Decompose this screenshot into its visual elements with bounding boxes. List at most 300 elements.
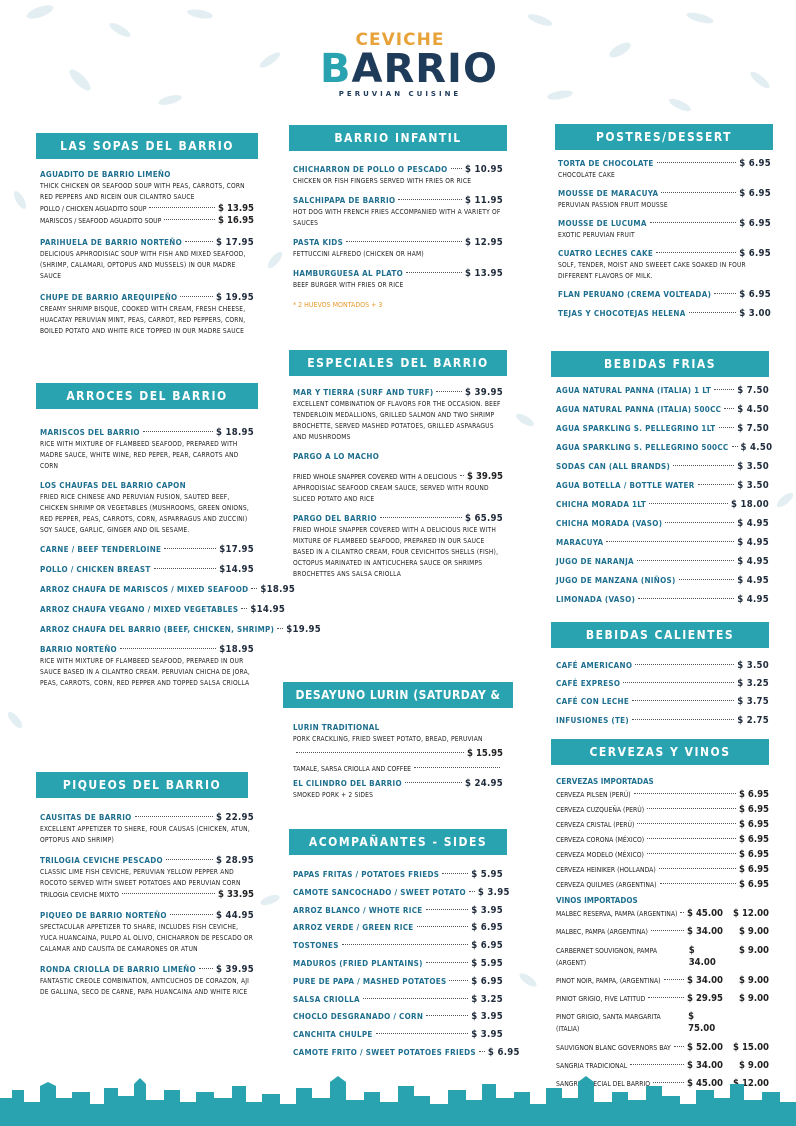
item-description: CHICKEN OR FISH FINGERS SERVED WITH FRIES OR RICE <box>293 177 472 185</box>
menu-item-row <box>556 575 769 587</box>
wine-glass-price: $ 9.00 <box>738 974 769 986</box>
menu-item <box>558 308 771 320</box>
menu-item-row <box>556 864 769 876</box>
item-name: PARGO DEL BARRIO <box>293 514 377 523</box>
item-description: EXCELLENT COMBINATION OF FLAVORS FOR THE OCCASION. BEEF TENDERLOIN MEDALLIONS, GRILLED SALMON AND TWO SHRIMP BROCHETTE, SERVED MASHED POTATOES, GRILLED ASPARAGUS AND MUSHROOMS <box>293 400 501 441</box>
menu-item-row <box>40 889 254 901</box>
dot-leader <box>479 1051 485 1052</box>
dot-leader <box>632 719 734 720</box>
menu-item-row <box>293 1029 503 1041</box>
menu-item <box>40 910 254 955</box>
dot-leader <box>199 968 213 969</box>
item-name: PARIHUELA DE BARRIO NORTEÑO <box>40 238 183 247</box>
menu-item-row <box>40 427 254 439</box>
item-price: $ 6.95 <box>487 1046 520 1058</box>
menu-item-row <box>293 958 503 970</box>
item-name: MARISCOS / SEAFOOD AGUADITO SOUP <box>40 217 162 225</box>
dot-leader <box>698 484 735 485</box>
item-name: ARROZ VERDE / GREEN RICE <box>293 923 414 933</box>
right-column-postres <box>555 124 773 327</box>
item-description: APHRODISIAC SEAFOOD CREAM SAUCE, SERVED WITH ROUND SLICED POTATO AND RICE <box>293 484 489 503</box>
item-price: $ 13.95 <box>464 268 503 279</box>
dot-leader <box>346 241 462 242</box>
item-price: $ 3.95 <box>471 904 503 916</box>
item-description: EXOTIC PERUVIAN FRUIT <box>558 231 635 239</box>
menu-item <box>293 778 503 801</box>
wine-name: PINIOT GRIGIO, FIVE LATITUD <box>556 995 646 1004</box>
menu-item <box>293 237 503 260</box>
section-header-sopas: LAS SOPAS DEL BARRIO <box>36 133 258 159</box>
item-name: LOS CHAUFAS DEL BARRIO CAPON <box>40 481 186 490</box>
item-description: SOLF, TENDER, MOIST AND SWEEET CAKE SOAKED IN FOUR DIFFERENT FLAVORS OF MILK. <box>558 261 746 280</box>
menu-item-row <box>40 584 296 596</box>
item-name: CERVEZA CRISTAL (PERÚ) <box>556 821 635 829</box>
item-name: CANCHITA CHULPE <box>293 1030 373 1040</box>
menu-item <box>40 480 254 536</box>
middle-column-infantil <box>289 125 507 311</box>
right-column-frias <box>551 351 773 613</box>
item-name: CERVEZA HEINIKER (HOLLANDA) <box>556 866 656 874</box>
menu-item-row <box>556 537 769 549</box>
item-name: INFUSIONES (TE) <box>556 715 629 725</box>
menu-item <box>293 268 503 291</box>
left-column-arroces <box>36 383 321 697</box>
wine-bottle-price: $ 34.00 <box>688 944 716 968</box>
dot-leader <box>719 427 735 428</box>
dot-leader <box>460 475 464 476</box>
item-price: $ 15.95 <box>467 748 503 759</box>
menu-item <box>40 584 296 596</box>
menu-item <box>40 292 254 337</box>
menu-item-row <box>40 169 254 181</box>
item-price: $ 3.50 <box>737 461 769 472</box>
dot-leader <box>451 168 462 169</box>
section-header-postres: POSTRES/DESSERT <box>555 124 773 150</box>
dot-leader <box>657 162 737 163</box>
menu-item-row <box>558 289 771 301</box>
item-name: RONDA CRIOLLA DE BARRIO LIMEÑO <box>40 965 196 974</box>
menu-item-row <box>40 292 254 304</box>
section-header-sides: ACOMPAÑANTES - SIDES <box>289 829 507 855</box>
item-name: CHOCLO DESGRANADO / CORN <box>293 1012 424 1022</box>
menu-item-row <box>556 518 769 530</box>
item-name: AGUA NATURAL PANNA (ITALIA) 1 LT <box>556 386 712 395</box>
section-header-frias: BEBIDAS FRIAS <box>551 351 769 377</box>
dot-leader <box>637 560 734 561</box>
menu-item-row <box>40 237 254 249</box>
item-price: $ 39.95 <box>467 471 503 482</box>
beers-subheader: CERVEZAS IMPORTADAS <box>556 777 654 786</box>
wine-name: SANGRIA SPECIAL DEL BARRIO <box>556 1080 651 1089</box>
dot-leader <box>606 541 734 542</box>
item-description: THICK CHICKEN OR SEAFOOD SOUP WITH PEAS, CARROTS, CORN RED PEPPERS AND RICEIN OUR CILANTRO SAUCE <box>40 182 245 201</box>
menu-item-row <box>556 715 769 727</box>
item-name: TORTA DE CHOCOLATE <box>558 159 654 168</box>
item-price: $ 6.95 <box>471 922 503 934</box>
menu-item-row <box>40 564 254 576</box>
dot-leader <box>135 816 213 817</box>
right-column-calientes <box>551 622 769 733</box>
wine-glass-price: $ 12.00 <box>733 1078 769 1090</box>
dot-leader <box>673 465 734 466</box>
item-name: JUGO DE MANZANA (NIÑOS) <box>556 576 676 585</box>
menu-item-row <box>558 308 771 320</box>
item-name: CERVEZA PILSEN (PERÚ) <box>556 791 631 799</box>
item-name: TAMALE, SARSA CRIOLLA AND COFFEE <box>293 765 412 773</box>
dot-leader <box>380 517 462 518</box>
wine-glass-price: $ 9.00 <box>738 944 769 956</box>
menu-item-row <box>556 404 769 416</box>
menu-item-row <box>293 1011 503 1023</box>
section-header-arroces: ARROCES DEL BARRIO <box>36 383 258 409</box>
menu-item-row <box>40 855 254 867</box>
wine-bottle-price: $ 45.00 <box>687 1078 723 1090</box>
item-description: CLASSIC LIME FISH CEVICHE, PERUVIAN YELLOW PEPPER AND ROCOTO SERVED WITH SWEET POTATOES AND PERUVIAN CORN <box>40 868 241 887</box>
dot-leader <box>241 608 247 609</box>
menu-item <box>293 471 503 505</box>
item-name: CAFÉ AMERICANO <box>556 661 633 670</box>
menu-item <box>40 169 254 227</box>
item-price: $ 6.95 <box>738 879 769 890</box>
item-price: $ 4.50 <box>737 404 769 415</box>
item-price: $ 6.95 <box>738 789 769 800</box>
dot-leader <box>637 823 736 824</box>
item-name: CAMOTE SANCOCHADO / SWEET POTATO <box>293 887 466 897</box>
menu-item-row <box>556 442 773 454</box>
dot-leader <box>659 868 736 869</box>
menu-item-row <box>556 834 769 846</box>
menu-item-row <box>40 215 254 227</box>
item-price: $ 7.50 <box>737 423 769 434</box>
dot-leader <box>647 808 736 809</box>
left-column <box>36 133 258 347</box>
item-name: TEJAS Y CHOCOTEJAS HELENA <box>558 309 686 318</box>
item-price: $ 17.95 <box>215 237 254 248</box>
wine-bottle-price: $ 34.00 <box>687 974 723 986</box>
section-header-piqueos: PIQUEOS DEL BARRIO <box>36 772 248 798</box>
item-name: PAPAS FRITAS / POTATOES FRIEDS <box>293 870 440 879</box>
item-name: MOUSSE DE LUCUMA <box>558 219 647 228</box>
menu-item-row <box>556 556 769 568</box>
city-skyline-footer <box>0 1068 796 1126</box>
item-name: PURE DE PAPA / MASHED POTATOES <box>293 976 447 986</box>
item-description: CHOCOLATE CAKE <box>558 171 615 179</box>
menu-item <box>40 964 254 998</box>
item-price: $ 6.95 <box>739 158 771 169</box>
wine-bottle-price: $ 34.00 <box>687 926 723 938</box>
item-price: $ 16.95 <box>218 215 254 226</box>
dot-leader <box>679 579 735 580</box>
menu-item-row <box>40 812 254 824</box>
beer-list <box>556 789 769 891</box>
section-header-especiales: ESPECIALES DEL BARRIO <box>289 350 507 376</box>
item-price: $ 10.95 <box>464 164 503 175</box>
item-name: CHICHARRON DE POLLO O PESCADO <box>293 165 448 174</box>
menu-item <box>558 248 771 282</box>
item-description: PERUVIAN PASSION FRUIT MOUSSE <box>558 201 668 209</box>
item-price: $17.95 <box>219 544 254 555</box>
dot-leader <box>426 1015 468 1016</box>
item-name: PARGO A LO MACHO <box>293 452 380 461</box>
item-name: AGUA BOTELLA / BOTTLE WATER <box>556 481 695 490</box>
section-header-calientes: BEBIDAS CALIENTES <box>551 622 769 648</box>
wine-row <box>556 908 769 920</box>
menu-item-row <box>293 940 503 952</box>
menu-item-row <box>556 696 769 708</box>
menu-item-row <box>293 237 503 249</box>
menu-item-row <box>293 471 503 483</box>
item-name: MARISCOS DEL BARRIO <box>40 428 140 437</box>
item-name: CAUSITAS DE BARRIO <box>40 813 132 822</box>
item-price: $ 22.95 <box>215 812 254 823</box>
menu-item <box>40 427 254 472</box>
dot-leader <box>647 853 736 854</box>
menu-item-row <box>293 869 503 881</box>
item-price: $14.95 <box>219 564 254 575</box>
wine-name: PINOT NOIR, PAMPA, (ARGENTINA) <box>556 976 661 985</box>
menu-item <box>293 387 503 443</box>
wine-row <box>556 945 769 969</box>
item-price: $ 3.25 <box>471 993 503 1005</box>
menu-item-row <box>293 451 503 463</box>
item-price: $ 6.95 <box>738 804 769 815</box>
wine-row <box>556 993 769 1005</box>
item-name: ARROZ CHAUFA DE MARISCOS / MIXED SEAFOOD <box>40 585 249 594</box>
middle-column-desayuno <box>283 682 513 804</box>
dot-leader <box>632 700 734 701</box>
dot-leader <box>623 682 734 683</box>
item-name: CERVEZA QUILMES (ARGENTINA) <box>556 881 657 889</box>
dot-leader <box>651 930 684 931</box>
item-price: $18.95 <box>260 584 296 595</box>
item-description: FRIED RICE CHINESE AND PERUVIAN FUSION, SAUTED BEEF, CHICKEN SHRIMP OR VEGETABLES (MUSHROOMS, GREEN ONIONS, RED PEPPER, PEAS, CARROTS, CORN, ASPARRAGUS AND ZUCCINI) SOY SAUCE, GARLIC, GINGER AND OIL SESAME. <box>40 493 249 534</box>
menu-item-row <box>556 461 769 473</box>
item-name: FLAN PERUANO (CREMA VOLTEADA) <box>558 290 712 299</box>
item-price: $ 3.50 <box>737 660 769 671</box>
dot-leader <box>661 192 736 193</box>
wine-glass-price: $ 9.00 <box>738 1060 769 1072</box>
wine-bottle-price: $ 34.00 <box>687 1060 723 1072</box>
menu-item-row <box>556 499 769 511</box>
dot-leader <box>122 893 215 894</box>
menu-item-row <box>293 922 503 934</box>
wine-bottle-price: $ 45.00 <box>687 908 723 919</box>
section-header-desayuno: DESAYUNO LURIN (SATURDAY & SUNDAY) <box>283 682 513 708</box>
item-name: LIMONADA (VASO) <box>556 595 636 604</box>
left-column-piqueos <box>36 772 254 1007</box>
dot-leader <box>656 252 736 253</box>
item-name: CERVEZA CUZQUEÑA (PERÚ) <box>556 806 645 814</box>
item-price: $ 6.95 <box>738 834 769 845</box>
item-price: $19.95 <box>286 624 321 635</box>
item-description: SMOKED PORK + 2 SIDES <box>293 791 374 799</box>
item-price: $ 39.95 <box>464 387 503 398</box>
item-description: CREAMY SHRIMP BISQUE, COOKED WITH CREAM, FRESH CHEESE, HUACATAY PERUVIAN MINT, PEAS, CARROT, RED PEPPERS, CORN, BOILED POTATO AND WHITE RICE TOPPED IN OUR MADRE SAUCE <box>40 305 246 335</box>
item-price: $ 19.95 <box>215 292 254 303</box>
middle-column-sides <box>289 829 520 1065</box>
item-name: CUATRO LECHES CAKE <box>558 249 654 258</box>
menu-item <box>40 237 254 282</box>
dot-leader <box>649 503 728 504</box>
wine-glass-price: $ 9.00 <box>738 993 769 1005</box>
item-name: EL CILINDRO DEL BARRIO <box>293 779 402 788</box>
dot-leader <box>436 391 462 392</box>
item-name: CHICHA MORADA (VASO) <box>556 519 663 528</box>
dot-leader <box>449 980 468 981</box>
menu-item-row <box>556 819 769 831</box>
dot-leader <box>414 767 500 768</box>
dot-leader <box>251 588 257 589</box>
piqueos-list <box>36 798 258 998</box>
dot-leader <box>342 944 468 945</box>
dot-leader <box>635 664 734 665</box>
menu-item-row <box>556 660 769 672</box>
item-name: JUGO DE NARANJA <box>556 557 634 566</box>
menu-item-row <box>293 748 503 760</box>
logo-tagline: PERUVIAN CUISINE <box>338 90 462 98</box>
menu-item-row <box>40 203 254 215</box>
dot-leader <box>714 389 734 390</box>
wine-glass-price: $ 12.00 <box>733 908 769 919</box>
wine-bottle-price: $ 75.00 <box>688 1011 716 1035</box>
item-price: $ 44.95 <box>215 910 254 921</box>
item-name: CHICHA MORADA 1LT <box>556 500 647 509</box>
dot-leader <box>660 883 736 884</box>
menu-item-row <box>40 964 254 976</box>
item-price: $ 6.95 <box>739 188 771 199</box>
wine-glass-price: $ 9.00 <box>738 926 769 938</box>
item-price: $ 6.95 <box>471 940 503 952</box>
item-price: $ 6.95 <box>738 819 769 830</box>
dot-leader <box>417 926 469 927</box>
item-name: POLLO / CHICKEN BREAST <box>40 565 151 574</box>
item-price: $ 12.95 <box>464 237 503 248</box>
menu-item <box>293 748 503 760</box>
item-description: EXCELLENT APPETIZER TO SHERE, FOUR CAUSAS (CHICKEN, ATUN, OPTOPUS AND SHRIMP) <box>40 825 250 844</box>
dot-leader <box>164 219 215 220</box>
item-description: FETTUCCINI ALFREDO (CHICKEN OR HAM) <box>293 250 424 258</box>
dot-leader <box>732 446 738 447</box>
menu-item <box>293 451 503 463</box>
item-price: $ 6.95 <box>738 849 769 860</box>
item-description: FANTASTIC CREOLE COMBINATION, ANTICUCHOS DE CORAZON, AJI DE GALLINA, SECO DE CARNE, PAPA HUANCAINA AND WHITE RICE <box>40 977 250 996</box>
arroces-list <box>36 409 321 689</box>
item-name: HAMBURGUESA AL PLATO <box>293 269 404 278</box>
menu-item <box>40 855 254 901</box>
dot-leader <box>120 648 216 649</box>
wine-name: PINOT GRIGIO, SANTA MARGARITA (ITALIA) <box>556 1013 661 1034</box>
menu-item-row <box>293 994 503 1006</box>
item-price: $ 3.95 <box>471 1011 503 1023</box>
wine-name: MALBEC RESERVA, PAMPA (ARGENTINA) <box>556 910 678 918</box>
menu-item <box>558 218 771 241</box>
item-name: TRILOGIA CEVICHE MIXTO <box>40 891 119 899</box>
item-name: CHUPE DE BARRIO AREQUIPEÑO <box>40 293 178 302</box>
menu-item <box>558 158 771 181</box>
item-name: AGUA SPARKLING S. PELLEGRINO 1LT <box>556 424 716 433</box>
item-name: POLLO / CHICKEN AGUADITO SOUP <box>40 205 147 213</box>
item-price: $ 28.95 <box>215 855 254 866</box>
dot-leader <box>665 522 734 523</box>
item-price: $ 4.95 <box>737 575 769 586</box>
menu-item-row <box>40 910 254 922</box>
menu-item-row <box>40 624 321 636</box>
item-name: PIQUEO DE BARRIO NORTEÑO <box>40 911 167 920</box>
item-name: SALSA CRIOLLA <box>293 994 360 1004</box>
item-price: $ 4.50 <box>740 442 773 453</box>
item-description: HOT DOG WITH FRENCH FRIES ACCOMPANIED WITH A VARIETY OF SAUCES <box>293 208 501 227</box>
dot-leader <box>426 962 468 963</box>
wine-name: CARBERNET SOUVIGNON, PAMPA (ARGENT) <box>556 946 658 967</box>
item-price: $ 4.95 <box>737 556 769 567</box>
item-price: $ 33.95 <box>218 889 254 900</box>
item-price: $ 65.95 <box>464 513 503 524</box>
item-price: $ 3.75 <box>737 696 769 708</box>
menu-item-row <box>556 480 769 492</box>
item-price: $ 3.00 <box>739 308 771 319</box>
dot-leader <box>634 793 736 794</box>
menu-item-row <box>293 195 503 207</box>
item-price: $ 3.25 <box>737 678 769 690</box>
item-price: $ 6.95 <box>739 289 771 300</box>
menu-item-row <box>556 385 769 397</box>
dot-leader <box>714 293 736 294</box>
item-description: BEEF BURGER WITH FRIES OR RICE <box>293 281 404 289</box>
dot-leader <box>363 998 468 999</box>
item-price: $ 4.95 <box>737 537 769 548</box>
dot-leader <box>664 979 684 980</box>
menu-item-row <box>558 248 771 260</box>
item-name: MADUROS (FRIED PLANTAINS) <box>293 958 423 968</box>
menu-item-row <box>40 644 254 656</box>
dot-leader <box>166 859 213 860</box>
item-name: CERVEZA MODELO (MÉXICO) <box>556 851 644 859</box>
item-name: TOSTONES <box>293 941 339 951</box>
cervezas-block <box>551 765 769 1090</box>
especiales-list <box>289 376 507 580</box>
item-name: ARROZ CHAUFA DEL BARRIO (BEEF, CHICKEN, SHRIMP) <box>40 625 275 634</box>
item-price: $18.95 <box>219 644 254 655</box>
item-price: $ 6.95 <box>739 218 771 229</box>
menu-item <box>558 188 771 211</box>
item-name: MAR Y TIERRA (SURF AND TURF) <box>293 388 434 397</box>
menu-item <box>40 812 254 846</box>
menu-item-row <box>293 164 503 176</box>
wine-row <box>556 926 769 938</box>
section-header-cervezas: CERVEZAS Y VINOS <box>551 739 769 765</box>
item-price: $ 2.75 <box>737 714 769 726</box>
middle-column-especiales <box>289 350 507 588</box>
wine-glass-price: $ 15.00 <box>733 1041 769 1053</box>
brand-logo <box>320 30 498 102</box>
item-name: LURIN TRADITIONAL <box>293 723 380 732</box>
dot-leader <box>724 408 734 409</box>
dot-leader <box>154 568 217 569</box>
item-name: ARROZ CHAUFA VEGANO / MIXED VEGETABLES <box>40 605 239 614</box>
dot-leader <box>647 838 736 839</box>
menu-item-row <box>556 789 769 801</box>
menu-item-row <box>293 976 503 988</box>
item-name: FRIED WHOLE SNAPPER COVERED WITH A DELICIOUS <box>293 473 457 481</box>
item-description: RICE WITH MIXTURE OF FLAMBEED SEAFOOD, PREPARED IN OUR SAUCE BASED IN A CILANTRO CREAM. PERUVIAN CHICHA DE JORA, PEAS, CARROTS, CORN, RED PEPPER AND TOPPED SALSA CRIOLLA <box>40 657 250 687</box>
menu-item-row <box>558 218 771 230</box>
dot-leader <box>405 782 462 783</box>
menu-item-row <box>40 544 254 556</box>
dot-leader <box>674 1046 684 1047</box>
menu-item-row <box>556 849 769 861</box>
wines-subheader: VINOS IMPORTADOS <box>556 896 638 905</box>
dot-leader <box>648 997 684 998</box>
